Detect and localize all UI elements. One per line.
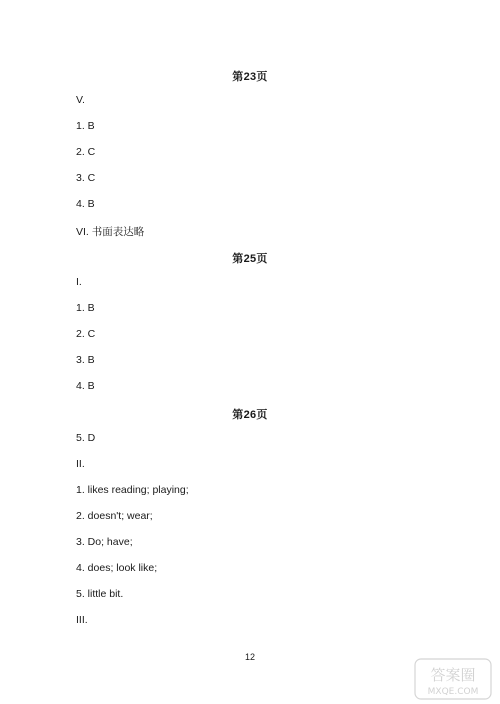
answer-line: 3. C: [76, 172, 96, 184]
answer-line: 2. C: [76, 328, 96, 340]
section-label-i: I.: [76, 276, 82, 288]
answer-line: 1. B: [76, 302, 95, 314]
answer-line: 1. likes reading; playing;: [76, 484, 189, 496]
answer-line: 5. little bit.: [76, 588, 124, 600]
page-heading-26: 第26页: [232, 409, 268, 421]
section-label-v: V.: [76, 94, 85, 106]
answer-line: 2. C: [76, 146, 96, 158]
section-label-ii: II.: [76, 458, 85, 470]
page-number: 12: [244, 652, 255, 662]
watermark-logo: [414, 658, 492, 700]
answer-line: 4. B: [76, 198, 95, 210]
watermark-text-bottom: MXQE.COM: [427, 687, 479, 697]
answer-line: 3. B: [76, 354, 95, 366]
answer-line: 5. D: [76, 432, 96, 444]
page-heading-23: 第23页: [232, 71, 268, 83]
answer-line: 4. B: [76, 380, 95, 392]
page-heading-25: 第25页: [232, 253, 268, 265]
section-label-iii: III.: [76, 614, 88, 626]
answer-line: 3. Do; have;: [76, 536, 133, 548]
watermark-text-top: 答案圈: [430, 666, 476, 684]
answer-line: 1. B: [76, 120, 95, 132]
answer-line: 4. does; look like;: [76, 562, 158, 574]
answer-line: 2. doesn't; wear;: [76, 510, 153, 522]
section-label-vi: VI. 书面表达略: [76, 226, 145, 238]
